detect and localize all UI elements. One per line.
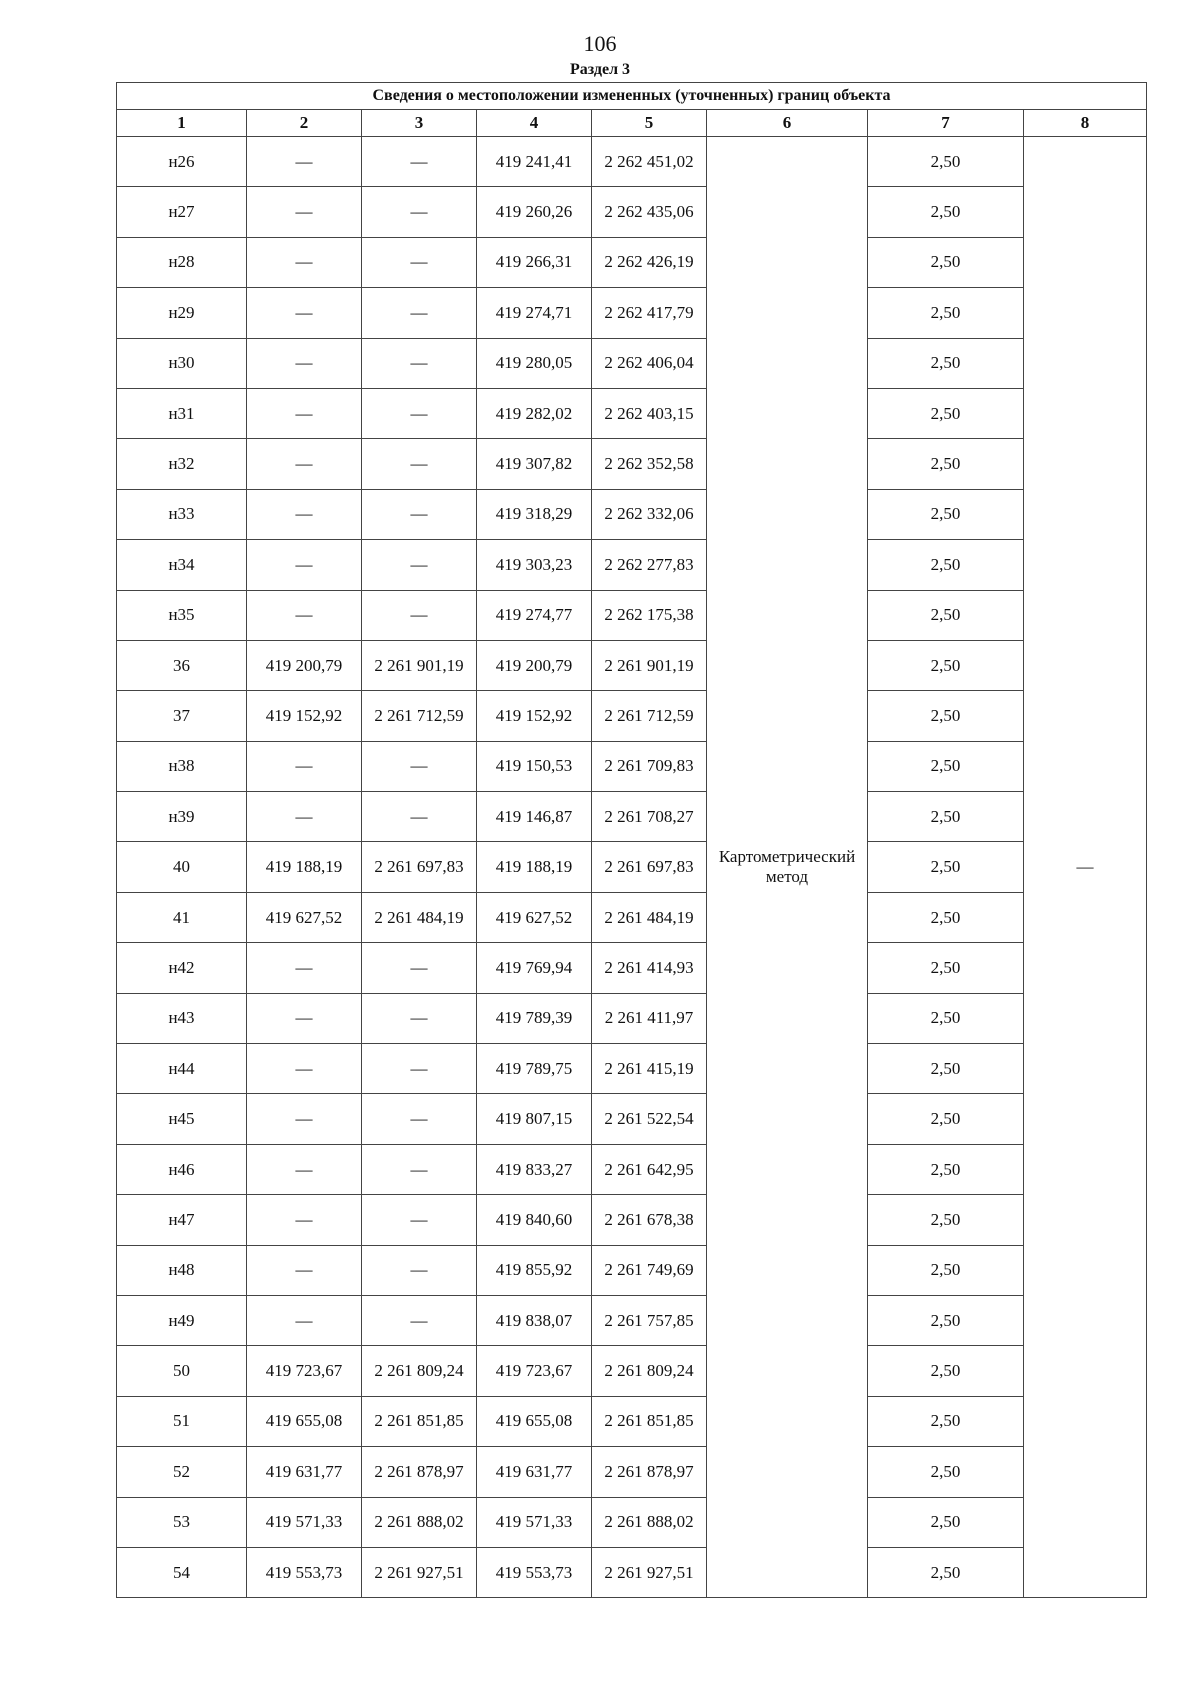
table-row	[117, 187, 1147, 237]
point-number-cell: н29	[117, 288, 247, 338]
old-x-cell: —	[247, 993, 362, 1043]
new-y-cell: 2 261 415,19	[592, 1044, 707, 1094]
accuracy-cell: 2,50	[868, 993, 1024, 1043]
accuracy-cell: 2,50	[868, 137, 1024, 187]
accuracy-cell: 2,50	[868, 741, 1024, 791]
new-y-cell: 2 261 851,85	[592, 1396, 707, 1446]
table-row	[117, 137, 1147, 187]
old-x-cell: —	[247, 187, 362, 237]
new-y-cell: 2 261 709,83	[592, 741, 707, 791]
new-x-cell: 419 807,15	[477, 1094, 592, 1144]
section-title: Раздел 3	[569, 61, 631, 78]
accuracy-cell: 2,50	[868, 540, 1024, 590]
new-y-cell: 2 261 712,59	[592, 691, 707, 741]
table-row	[117, 237, 1147, 287]
accuracy-cell: 2,50	[868, 792, 1024, 842]
new-y-cell: 2 261 888,02	[592, 1497, 707, 1547]
old-y-cell: —	[362, 741, 477, 791]
point-number-cell: 41	[117, 892, 247, 942]
new-y-cell: 2 262 426,19	[592, 237, 707, 287]
old-y-cell: —	[362, 1044, 477, 1094]
accuracy-cell: 2,50	[868, 892, 1024, 942]
point-number-cell: 53	[117, 1497, 247, 1547]
new-y-cell: 2 261 708,27	[592, 792, 707, 842]
point-number-cell: 36	[117, 640, 247, 690]
table-caption-row	[117, 83, 1147, 110]
new-x-cell: 419 188,19	[477, 842, 592, 892]
table-row	[117, 691, 1147, 741]
table-row	[117, 842, 1147, 892]
new-y-cell: 2 262 332,06	[592, 489, 707, 539]
old-y-cell: —	[362, 943, 477, 993]
old-x-cell: —	[247, 1144, 362, 1194]
point-number-cell: н43	[117, 993, 247, 1043]
old-y-cell: —	[362, 338, 477, 388]
accuracy-cell: 2,50	[868, 1295, 1024, 1345]
new-y-cell: 2 261 697,83	[592, 842, 707, 892]
table-row	[117, 288, 1147, 338]
new-x-cell: 419 553,73	[477, 1547, 592, 1597]
new-x-cell: 419 789,39	[477, 993, 592, 1043]
old-x-cell: —	[247, 137, 362, 187]
point-number-cell: н42	[117, 943, 247, 993]
accuracy-cell: 2,50	[868, 237, 1024, 287]
new-x-cell: 419 627,52	[477, 892, 592, 942]
new-y-cell: 2 262 435,06	[592, 187, 707, 237]
old-x-cell: —	[247, 1245, 362, 1295]
new-x-cell: 419 789,75	[477, 1044, 592, 1094]
old-y-cell: 2 261 888,02	[362, 1497, 477, 1547]
table-row	[117, 1447, 1147, 1497]
new-x-cell: 419 303,23	[477, 540, 592, 590]
column-number-5: 5	[592, 110, 707, 137]
point-number-cell: н39	[117, 792, 247, 842]
column-number-6: 6	[707, 110, 868, 137]
point-number-cell: н27	[117, 187, 247, 237]
new-x-cell: 419 769,94	[477, 943, 592, 993]
old-y-cell: —	[362, 187, 477, 237]
point-number-cell: 37	[117, 691, 247, 741]
accuracy-cell: 2,50	[868, 1497, 1024, 1547]
old-x-cell: —	[247, 439, 362, 489]
table-caption: Сведения о местоположении измененных (уточненных) границ объекта	[117, 83, 1147, 110]
point-number-cell: н46	[117, 1144, 247, 1194]
old-x-cell: —	[247, 540, 362, 590]
new-y-cell: 2 261 522,54	[592, 1094, 707, 1144]
new-y-cell: 2 261 678,38	[592, 1195, 707, 1245]
old-y-cell: —	[362, 137, 477, 187]
old-x-cell: —	[247, 338, 362, 388]
table-row	[117, 1497, 1147, 1547]
new-x-cell: 419 318,29	[477, 489, 592, 539]
table-row	[117, 1346, 1147, 1396]
new-y-cell: 2 262 417,79	[592, 288, 707, 338]
old-x-cell: 419 571,33	[247, 1497, 362, 1547]
accuracy-cell: 2,50	[868, 439, 1024, 489]
page-number: 106	[583, 31, 617, 56]
old-x-cell: —	[247, 1195, 362, 1245]
accuracy-cell: 2,50	[868, 288, 1024, 338]
point-number-cell: н45	[117, 1094, 247, 1144]
new-y-cell: 2 261 411,97	[592, 993, 707, 1043]
table-row	[117, 741, 1147, 791]
table-row	[117, 1195, 1147, 1245]
old-y-cell: —	[362, 993, 477, 1043]
new-y-cell: 2 262 175,38	[592, 590, 707, 640]
old-x-cell: 419 188,19	[247, 842, 362, 892]
point-number-cell: 54	[117, 1547, 247, 1597]
old-y-cell: —	[362, 288, 477, 338]
accuracy-cell: 2,50	[868, 1547, 1024, 1597]
point-number-cell: н32	[117, 439, 247, 489]
point-number-cell: н44	[117, 1044, 247, 1094]
table-body	[117, 137, 1147, 1598]
table-row	[117, 640, 1147, 690]
new-x-cell: 419 260,26	[477, 187, 592, 237]
new-y-cell: 2 262 352,58	[592, 439, 707, 489]
accuracy-cell: 2,50	[868, 1094, 1024, 1144]
old-x-cell: —	[247, 943, 362, 993]
note-cell: —	[1024, 137, 1147, 1598]
accuracy-cell: 2,50	[868, 1044, 1024, 1094]
table-row	[117, 1094, 1147, 1144]
old-x-cell: —	[247, 288, 362, 338]
point-number-cell: 52	[117, 1447, 247, 1497]
old-y-cell: 2 261 878,97	[362, 1447, 477, 1497]
new-y-cell: 2 261 878,97	[592, 1447, 707, 1497]
point-number-cell: н31	[117, 388, 247, 438]
table-row	[117, 489, 1147, 539]
point-number-cell: н26	[117, 137, 247, 187]
accuracy-cell: 2,50	[868, 388, 1024, 438]
point-number-cell: н48	[117, 1245, 247, 1295]
new-x-cell: 419 152,92	[477, 691, 592, 741]
point-number-cell: 40	[117, 842, 247, 892]
column-number-2: 2	[247, 110, 362, 137]
point-number-cell: 51	[117, 1396, 247, 1446]
old-y-cell: 2 261 851,85	[362, 1396, 477, 1446]
old-x-cell: —	[247, 1044, 362, 1094]
accuracy-cell: 2,50	[868, 1396, 1024, 1446]
accuracy-cell: 2,50	[868, 1195, 1024, 1245]
table-row	[117, 892, 1147, 942]
old-y-cell: —	[362, 1245, 477, 1295]
old-y-cell: —	[362, 540, 477, 590]
table-row	[117, 1295, 1147, 1345]
old-y-cell: —	[362, 439, 477, 489]
old-x-cell: —	[247, 388, 362, 438]
old-y-cell: 2 261 484,19	[362, 892, 477, 942]
old-x-cell: 419 723,67	[247, 1346, 362, 1396]
old-y-cell: —	[362, 590, 477, 640]
new-x-cell: 419 146,87	[477, 792, 592, 842]
accuracy-cell: 2,50	[868, 691, 1024, 741]
table-row	[117, 540, 1147, 590]
new-x-cell: 419 200,79	[477, 640, 592, 690]
table-row	[117, 1144, 1147, 1194]
new-x-cell: 419 571,33	[477, 1497, 592, 1547]
old-y-cell: —	[362, 1094, 477, 1144]
new-x-cell: 419 307,82	[477, 439, 592, 489]
old-y-cell: 2 261 809,24	[362, 1346, 477, 1396]
old-x-cell: —	[247, 489, 362, 539]
new-y-cell: 2 261 809,24	[592, 1346, 707, 1396]
point-number-cell: н28	[117, 237, 247, 287]
accuracy-cell: 2,50	[868, 338, 1024, 388]
point-number-cell: н33	[117, 489, 247, 539]
new-y-cell: 2 261 927,51	[592, 1547, 707, 1597]
old-x-cell: —	[247, 1094, 362, 1144]
new-x-cell: 419 274,77	[477, 590, 592, 640]
new-y-cell: 2 262 403,15	[592, 388, 707, 438]
new-x-cell: 419 280,05	[477, 338, 592, 388]
table-row	[117, 439, 1147, 489]
old-x-cell: —	[247, 1295, 362, 1345]
new-x-cell: 419 266,31	[477, 237, 592, 287]
boundary-coordinates-table	[116, 82, 1147, 1598]
point-number-cell: н38	[117, 741, 247, 791]
accuracy-cell: 2,50	[868, 187, 1024, 237]
old-x-cell: —	[247, 590, 362, 640]
old-y-cell: 2 261 901,19	[362, 640, 477, 690]
new-y-cell: 2 262 277,83	[592, 540, 707, 590]
table-row	[117, 792, 1147, 842]
old-y-cell: —	[362, 237, 477, 287]
table-row	[117, 590, 1147, 640]
column-number-7: 7	[868, 110, 1024, 137]
old-x-cell: 419 152,92	[247, 691, 362, 741]
old-x-cell: 419 627,52	[247, 892, 362, 942]
new-x-cell: 419 274,71	[477, 288, 592, 338]
accuracy-cell: 2,50	[868, 1245, 1024, 1295]
point-number-cell: н35	[117, 590, 247, 640]
accuracy-cell: 2,50	[868, 1346, 1024, 1396]
new-y-cell: 2 261 901,19	[592, 640, 707, 690]
new-y-cell: 2 262 451,02	[592, 137, 707, 187]
accuracy-cell: 2,50	[868, 489, 1024, 539]
old-x-cell: 419 553,73	[247, 1547, 362, 1597]
table-row	[117, 943, 1147, 993]
old-y-cell: —	[362, 489, 477, 539]
accuracy-cell: 2,50	[868, 590, 1024, 640]
accuracy-cell: 2,50	[868, 1447, 1024, 1497]
old-x-cell: —	[247, 741, 362, 791]
table-row	[117, 1547, 1147, 1597]
point-number-cell: 50	[117, 1346, 247, 1396]
new-y-cell: 2 261 749,69	[592, 1245, 707, 1295]
old-x-cell: 419 631,77	[247, 1447, 362, 1497]
new-y-cell: 2 261 414,93	[592, 943, 707, 993]
column-number-8: 8	[1024, 110, 1147, 137]
new-y-cell: 2 262 406,04	[592, 338, 707, 388]
new-y-cell: 2 261 484,19	[592, 892, 707, 942]
column-number-4: 4	[477, 110, 592, 137]
old-y-cell: —	[362, 388, 477, 438]
old-y-cell: 2 261 697,83	[362, 842, 477, 892]
new-x-cell: 419 282,02	[477, 388, 592, 438]
column-numbers-row	[117, 110, 1147, 137]
accuracy-cell: 2,50	[868, 640, 1024, 690]
old-y-cell: —	[362, 1295, 477, 1345]
column-number-3: 3	[362, 110, 477, 137]
new-x-cell: 419 833,27	[477, 1144, 592, 1194]
table-row	[117, 1044, 1147, 1094]
new-x-cell: 419 150,53	[477, 741, 592, 791]
column-number-1: 1	[117, 110, 247, 137]
old-y-cell: 2 261 927,51	[362, 1547, 477, 1597]
new-x-cell: 419 723,67	[477, 1346, 592, 1396]
old-x-cell: —	[247, 792, 362, 842]
old-x-cell: 419 655,08	[247, 1396, 362, 1446]
table-row	[117, 1396, 1147, 1446]
old-y-cell: —	[362, 1144, 477, 1194]
old-x-cell: —	[247, 237, 362, 287]
new-y-cell: 2 261 642,95	[592, 1144, 707, 1194]
table-row	[117, 388, 1147, 438]
new-x-cell: 419 840,60	[477, 1195, 592, 1245]
accuracy-cell: 2,50	[868, 842, 1024, 892]
old-x-cell: 419 200,79	[247, 640, 362, 690]
new-x-cell: 419 655,08	[477, 1396, 592, 1446]
point-number-cell: н47	[117, 1195, 247, 1245]
new-x-cell: 419 631,77	[477, 1447, 592, 1497]
old-y-cell: —	[362, 792, 477, 842]
accuracy-cell: 2,50	[868, 1144, 1024, 1194]
table-row	[117, 993, 1147, 1043]
old-y-cell: —	[362, 1195, 477, 1245]
point-number-cell: н34	[117, 540, 247, 590]
new-x-cell: 419 855,92	[477, 1245, 592, 1295]
old-y-cell: 2 261 712,59	[362, 691, 477, 741]
table-row	[117, 338, 1147, 388]
point-number-cell: н49	[117, 1295, 247, 1345]
method-cell: Картометрический метод	[707, 137, 868, 1598]
new-x-cell: 419 241,41	[477, 137, 592, 187]
point-number-cell: н30	[117, 338, 247, 388]
new-y-cell: 2 261 757,85	[592, 1295, 707, 1345]
accuracy-cell: 2,50	[868, 943, 1024, 993]
new-x-cell: 419 838,07	[477, 1295, 592, 1345]
table-row	[117, 1245, 1147, 1295]
